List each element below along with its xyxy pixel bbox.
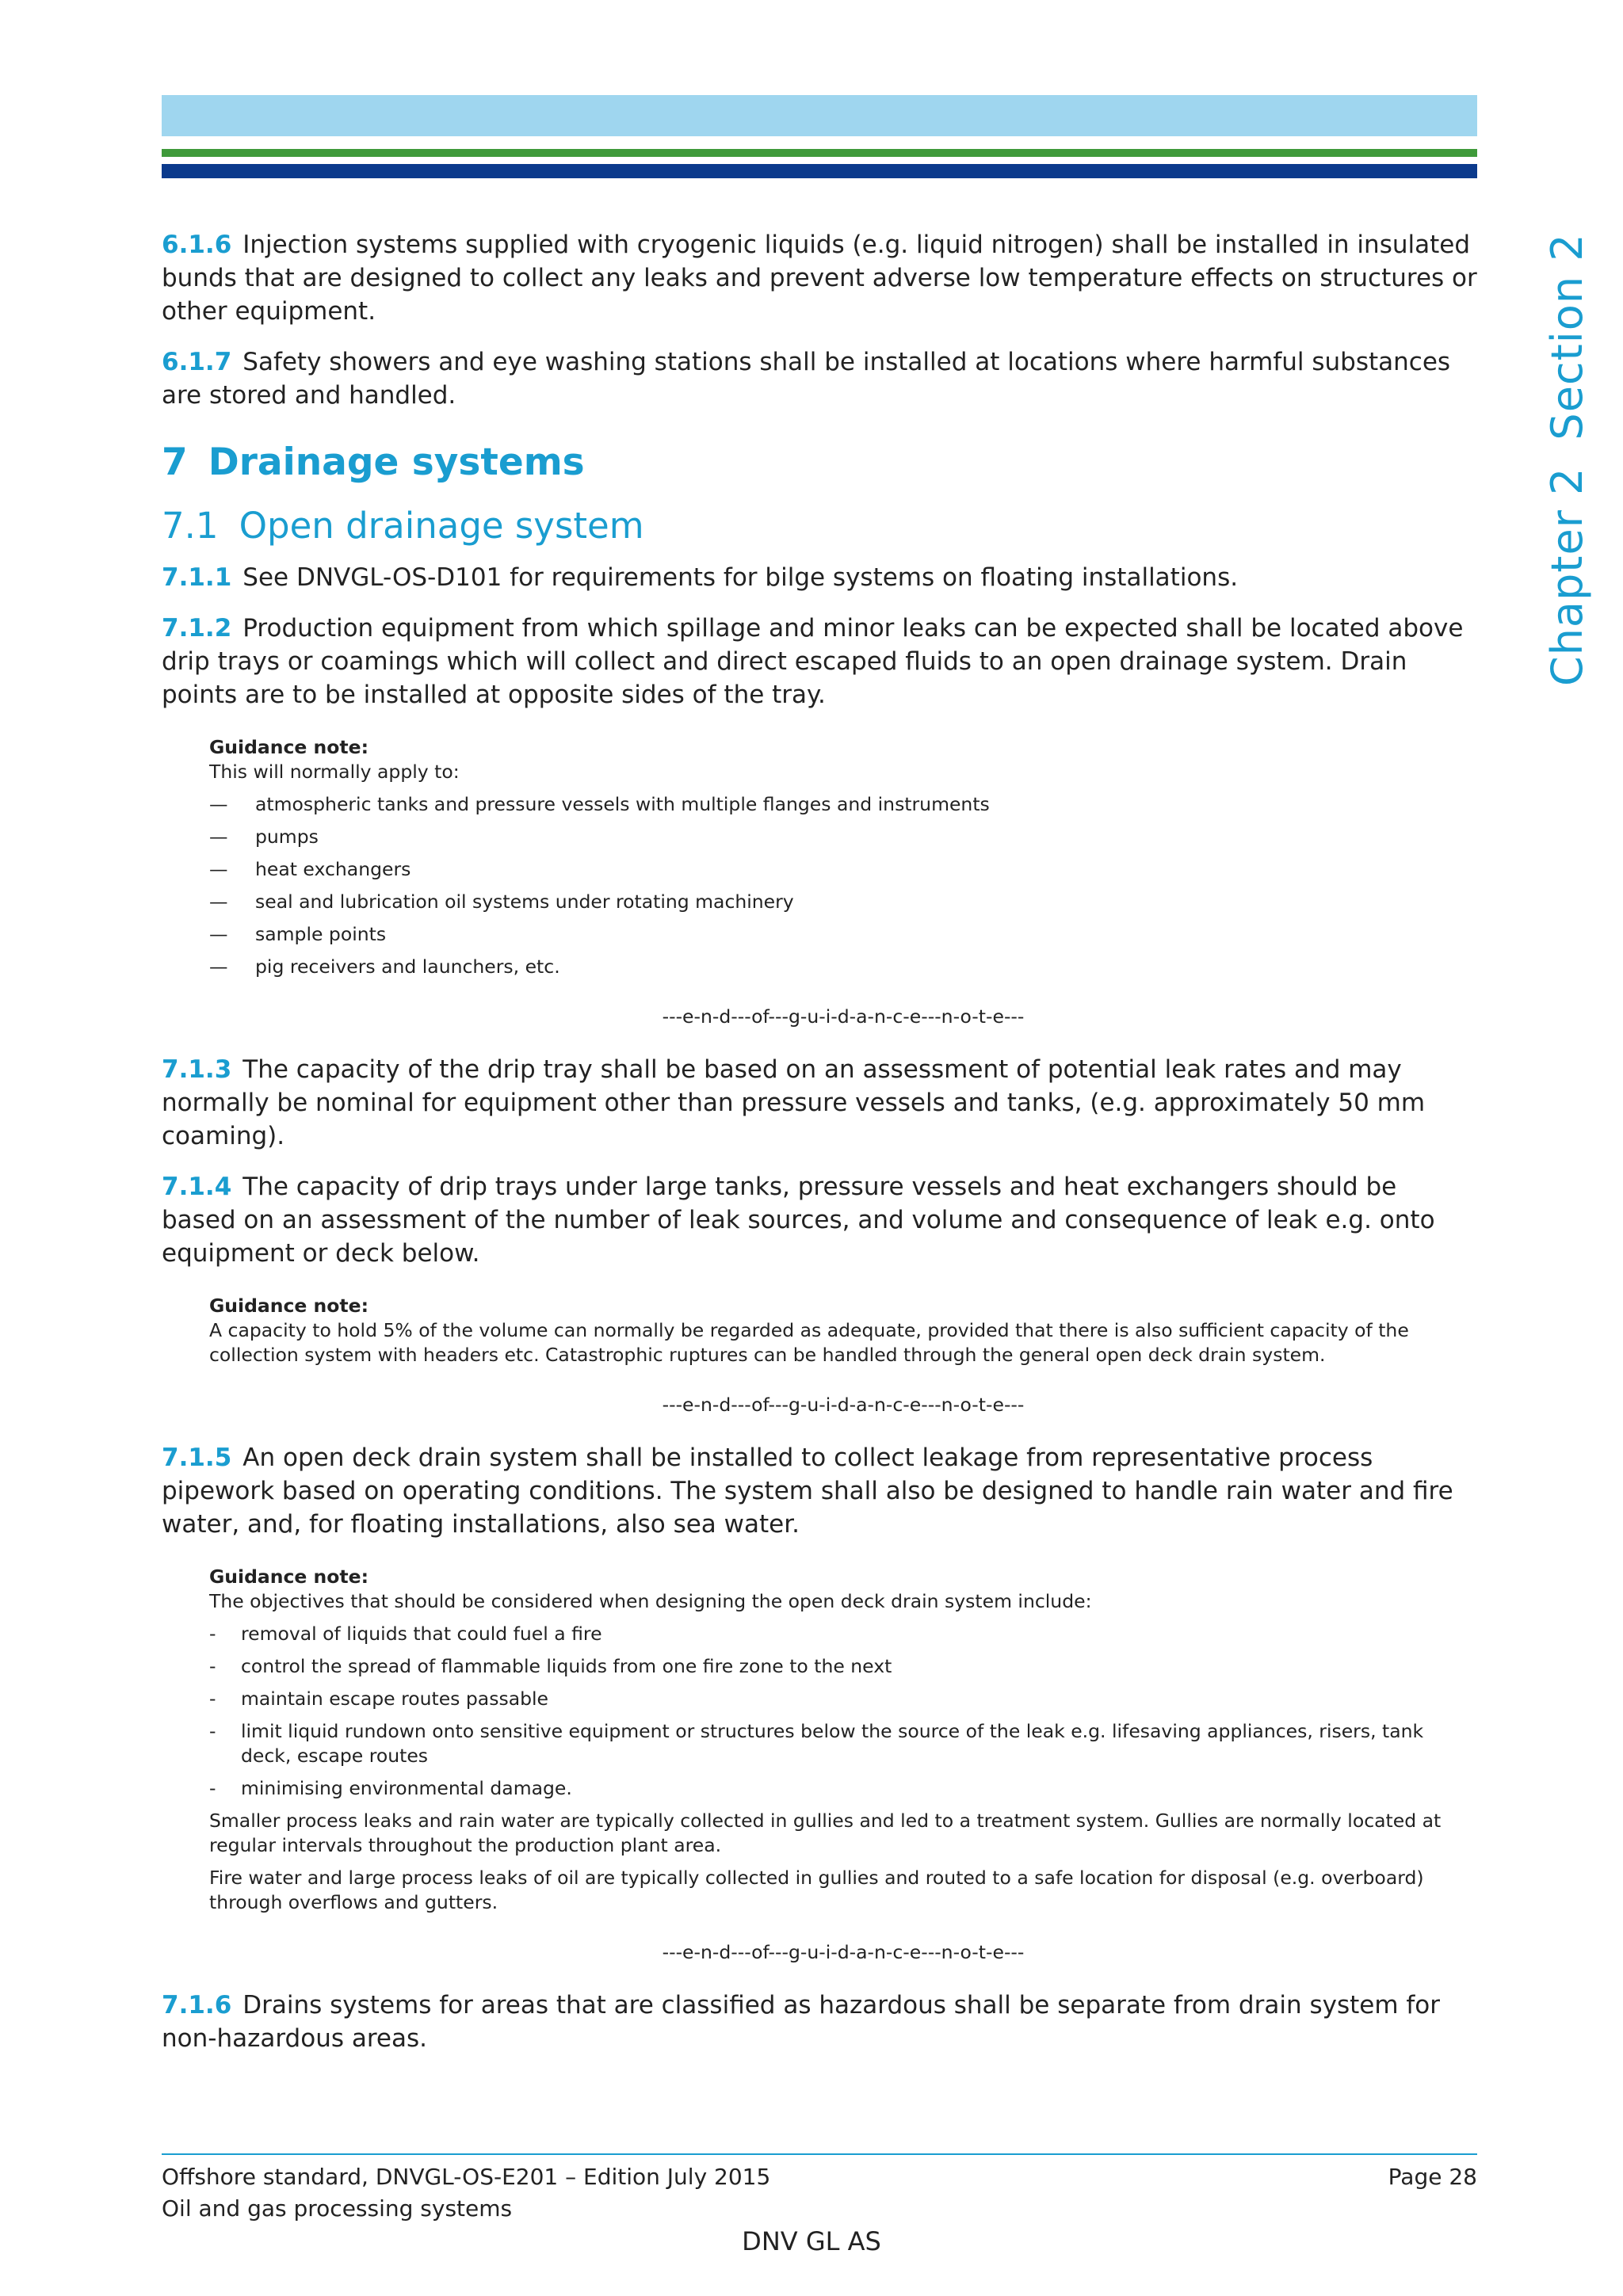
subsection-number: 7.1 xyxy=(162,505,219,547)
header-band-blue xyxy=(162,164,1477,178)
page-footer xyxy=(162,2161,1477,2225)
footer-title: Oil and gas processing systems xyxy=(162,2195,513,2222)
clause-number: 7.1.6 xyxy=(162,1991,232,2019)
dash-bullet: — xyxy=(209,826,228,848)
list-item: — seal and lubrication oil systems under rotating machinery xyxy=(209,891,794,913)
guidance-note-2 xyxy=(209,1294,1477,1417)
paragraph-7-1-3 xyxy=(162,1053,1477,1153)
clause-number: 6.1.6 xyxy=(162,231,232,259)
page-content xyxy=(162,228,1477,2073)
clause-number: 7.1.4 xyxy=(162,1173,232,1201)
list-item: - limit liquid rundown onto sensitive equipment or structures below the source of the leak e.g. lifesaving appliances, risers, tank deck, escape routes xyxy=(209,1720,1424,1767)
list-item: - maintain escape routes passable xyxy=(209,1688,549,1710)
dash-bullet: — xyxy=(209,955,228,978)
list-item: — sample points xyxy=(209,923,387,945)
section-label: Section 2 xyxy=(1542,233,1592,441)
clause-text: An open deck drain system shall be installed to collect leakage from representative process pipework based on operating conditions. The system shall also be designed to handle rain water and fire water, and, for floating installations, also sea water. xyxy=(162,1444,1453,1539)
clause-text: The capacity of drip trays under large tanks, pressure vessels and heat exchangers should be based on an assessment of the number of leak sources, and volume and consequence of leak e.g. onto equipment or deck below. xyxy=(162,1173,1435,1268)
guidance-note-end: ---e-n-d---of---g-u-i-d-a-n-c-e---n-o-t-e--- xyxy=(662,1394,1025,1416)
page-number: Page 28 xyxy=(1388,2164,1477,2190)
guidance-note-end: ---e-n-d---of---g-u-i-d-a-n-c-e---n-o-t-e--- xyxy=(662,1005,1025,1028)
clause-number: 7.1.2 xyxy=(162,614,232,643)
clause-number: 7.1.1 xyxy=(162,563,232,592)
chapter-section-label xyxy=(1542,233,1592,686)
footer-standard: Offshore standard, DNVGL-OS-E201 – Edition July 2015 xyxy=(162,2164,771,2190)
list-item: - minimising environmental damage. xyxy=(209,1777,572,1799)
paragraph-7-1-5 xyxy=(162,1441,1477,1541)
section-number: 7 xyxy=(162,441,188,484)
list-item: - control the spread of flammable liquids from one fire zone to the next xyxy=(209,1655,892,1677)
clause-text: The capacity of the drip tray shall be based on an assessment of potential leak rates and may normally be nominal for equipment other than pressure vessels and tanks, (e.g. approximately 50 mm coaming). xyxy=(162,1055,1426,1150)
guidance-note-list xyxy=(209,792,1477,979)
guidance-note-text: A capacity to hold 5% of the volume can normally be regarded as adequate, provided that there is also sufficient capacity of the collection system with headers etc. Catastrophic ruptures can be handled through the general open deck drain system. xyxy=(209,1319,1409,1366)
guidance-note-3 xyxy=(209,1565,1477,1965)
list-item: - removal of liquids that could fuel a fire xyxy=(209,1623,602,1645)
hyphen-bullet: - xyxy=(209,1655,216,1677)
subsection-heading-7-1 xyxy=(162,505,1477,547)
section-heading-7 xyxy=(162,441,1477,484)
dash-bullet: — xyxy=(209,858,228,880)
subsection-title: Open drainage system xyxy=(239,505,644,547)
clause-number: 7.1.5 xyxy=(162,1444,232,1472)
guidance-note-paragraph: Smaller process leaks and rain water are typically collected in gullies and led to a treatment system. Gullies are normally located at regular intervals throughout the production plant area. xyxy=(209,1810,1442,1856)
clause-text: Safety showers and eye washing stations shall be installed at locations where harmful substances are stored and handled. xyxy=(162,348,1451,410)
guidance-note-1 xyxy=(209,735,1477,1029)
paragraph-7-1-6 xyxy=(162,1989,1477,2055)
clause-text: See DNVGL-OS-D101 for requirements for bilge systems on floating installations. xyxy=(242,563,1239,592)
clause-number: 7.1.3 xyxy=(162,1055,232,1084)
guidance-note-title: Guidance note: xyxy=(209,1295,369,1317)
footer-divider xyxy=(162,2153,1477,2155)
paragraph-7-1-2 xyxy=(162,612,1477,711)
guidance-note-intro: This will normally apply to: xyxy=(209,761,460,783)
guidance-note-title: Guidance note: xyxy=(209,1566,369,1588)
list-item: — pumps xyxy=(209,826,319,848)
chapter-label: Chapter 2 xyxy=(1542,467,1592,686)
hyphen-bullet: - xyxy=(209,1623,216,1645)
clause-text: Injection systems supplied with cryogenic liquids (e.g. liquid nitrogen) shall be installed in insulated bunds that are designed to collect any leaks and prevent adverse low temperature effects on structures or other equipment. xyxy=(162,231,1477,326)
dash-bullet: — xyxy=(209,793,228,815)
hyphen-bullet: - xyxy=(209,1720,216,1742)
guidance-note-end: ---e-n-d---of---g-u-i-d-a-n-c-e---n-o-t-e--- xyxy=(662,1941,1025,1963)
paragraph-7-1-4 xyxy=(162,1170,1477,1270)
header-band-light xyxy=(162,95,1477,136)
hyphen-bullet: - xyxy=(209,1777,216,1799)
header-band-green xyxy=(162,149,1477,157)
paragraph-6-1-7 xyxy=(162,345,1477,412)
dash-bullet: — xyxy=(209,891,228,913)
clause-text: Drains systems for areas that are classified as hazardous shall be separate from drain system for non-hazardous areas. xyxy=(162,1991,1441,2053)
list-item: — pig receivers and launchers, etc. xyxy=(209,955,560,978)
paragraph-6-1-6 xyxy=(162,228,1477,328)
list-item: — atmospheric tanks and pressure vessels with multiple flanges and instruments xyxy=(209,793,990,815)
paragraph-7-1-1 xyxy=(162,561,1477,594)
list-item: — heat exchangers xyxy=(209,858,411,880)
organization-name: DNV GL AS xyxy=(742,2226,881,2256)
dash-bullet: — xyxy=(209,923,228,945)
clause-text: Production equipment from which spillage and minor leaks can be expected shall be located above drip trays or coamings which will collect and direct escaped fluids to an open drainage system. Drain points are to be installed at opposite sides of the tray. xyxy=(162,614,1464,709)
section-title: Drainage systems xyxy=(208,441,585,484)
guidance-note-list xyxy=(209,1622,1477,1801)
guidance-note-title: Guidance note: xyxy=(209,736,369,758)
hyphen-bullet: - xyxy=(209,1688,216,1710)
guidance-note-paragraph: Fire water and large process leaks of oil are typically collected in gullies and routed to a safe location for disposal (e.g. overboard) through overflows and gutters. xyxy=(209,1867,1424,1913)
guidance-note-intro: The objectives that should be considered when designing the open deck drain system include: xyxy=(209,1590,1092,1612)
clause-number: 6.1.7 xyxy=(162,348,232,376)
